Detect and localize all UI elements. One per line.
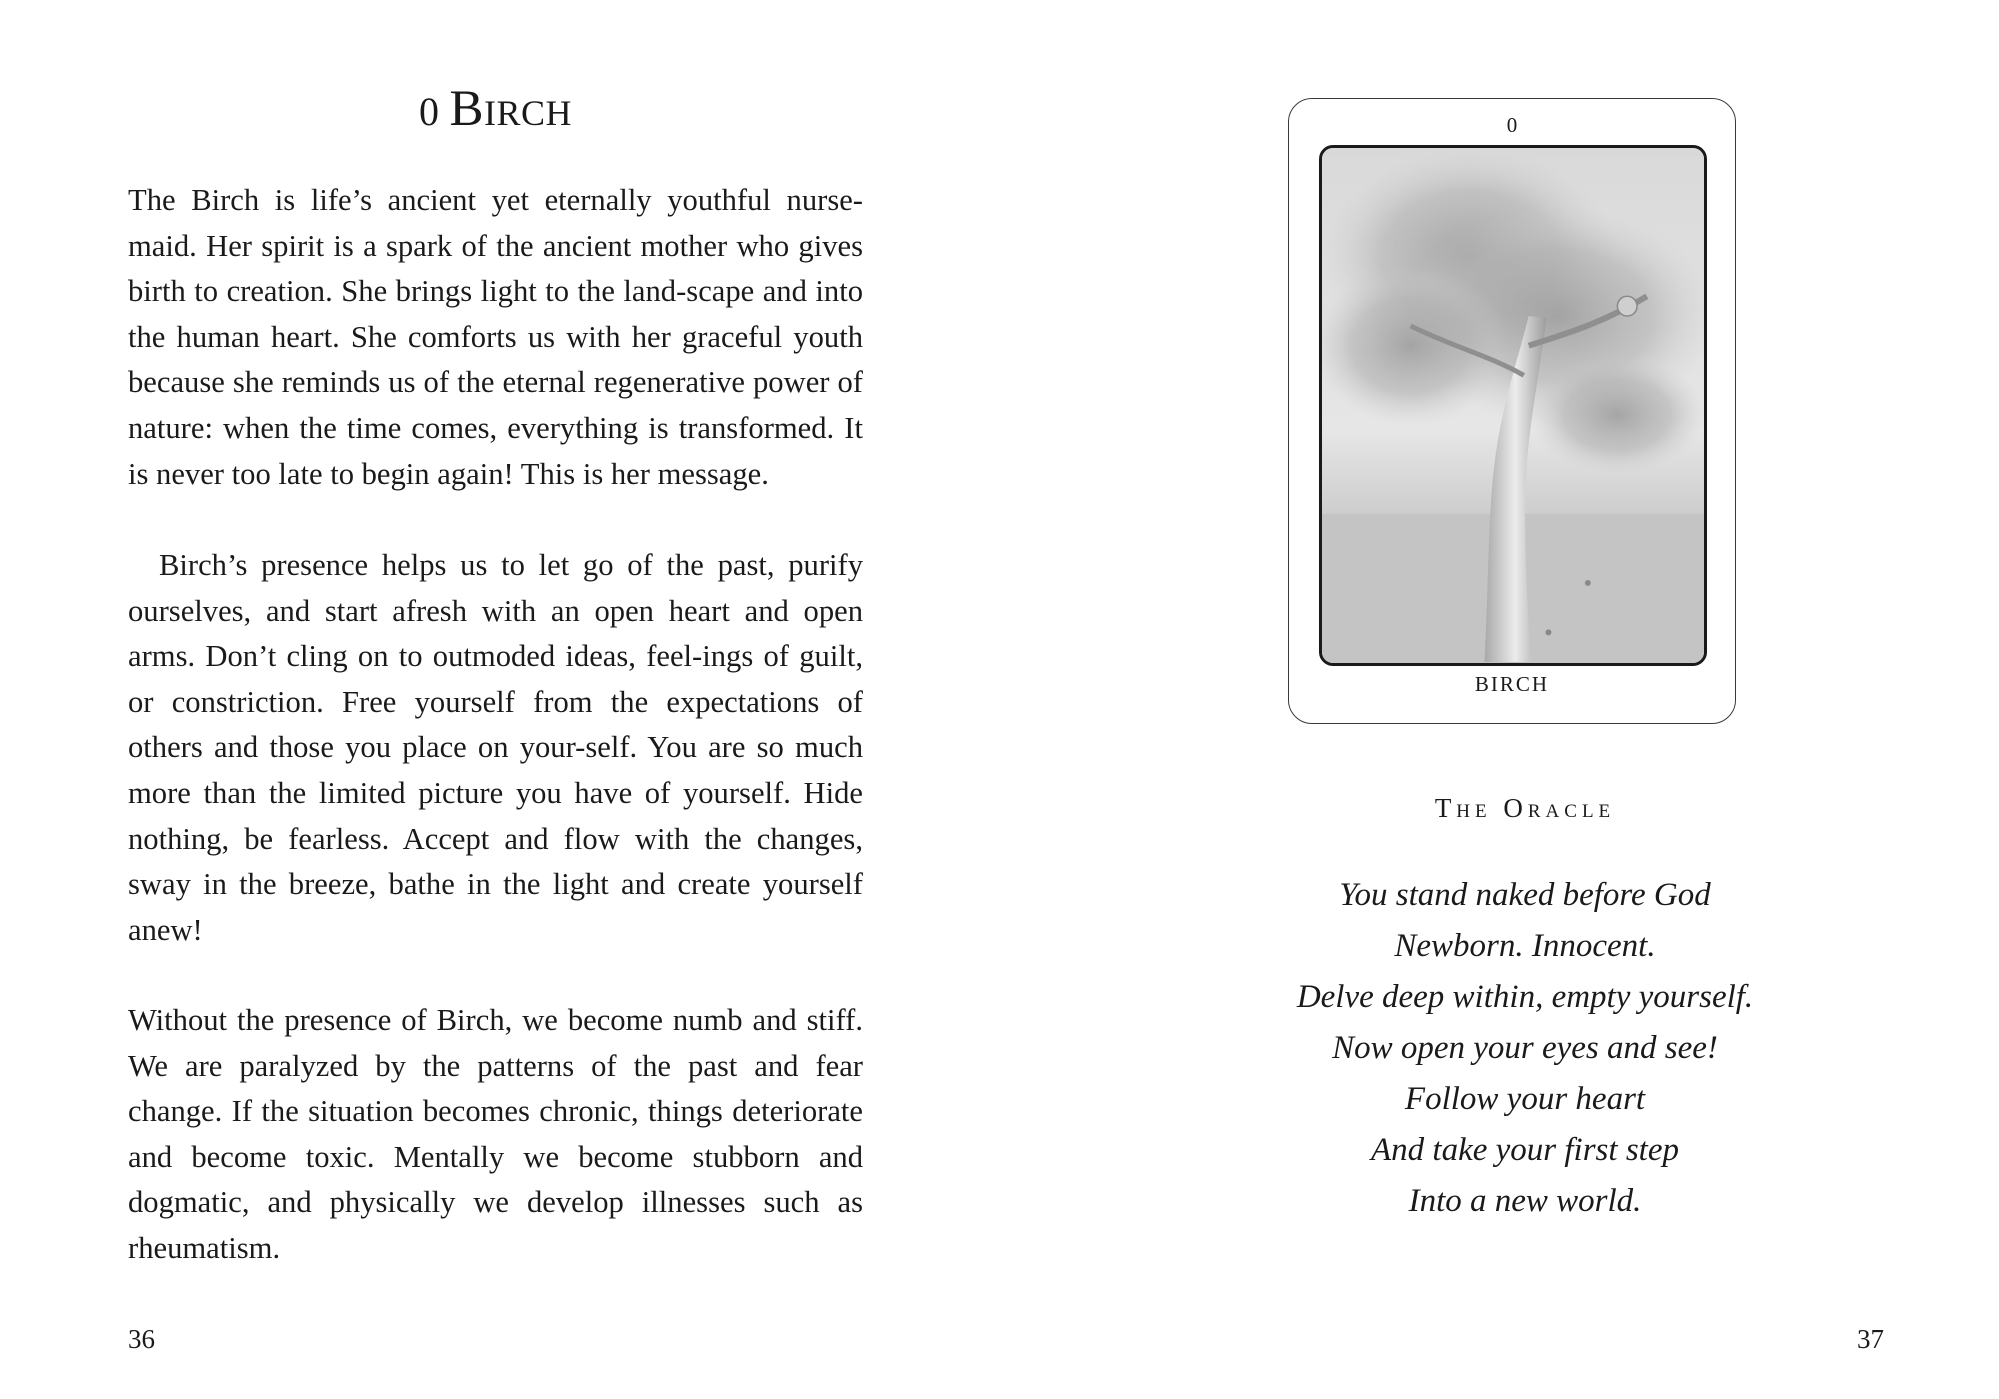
oracle-poem	[1200, 870, 1850, 1227]
page-number-right: 37	[1857, 1324, 1884, 1354]
card-label: BIRCH	[1474, 672, 1550, 696]
poem-line: You stand naked before God	[1339, 877, 1711, 913]
poem-line: Now open your eyes and see!	[1332, 1030, 1718, 1066]
poem-line: And take your first step	[1371, 1132, 1679, 1168]
title-number: 0	[418, 89, 440, 134]
oracle-heading: The Oracle	[1434, 793, 1616, 823]
poem-line: Into a new world.	[1408, 1183, 1642, 1219]
title-word: Birch	[449, 81, 573, 137]
paragraph-3: Without the presence of Birch, we become numb and stiff. We are paralyzed by the patterns of the past and fear change. If the situation becomes chronic, things deteriorate and become toxic. Mentally we become stubborn and dogmatic, and physically we develop illnesses such as rheumatism.	[128, 1003, 863, 1265]
poem-line: Follow your heart	[1404, 1081, 1646, 1117]
poem-line: Delve deep within, empty yourself.	[1296, 979, 1754, 1015]
oracle-card	[1288, 98, 1736, 724]
poem-line: Newborn. Innocent.	[1394, 928, 1656, 964]
card-number: 0	[1506, 113, 1518, 137]
birch-tree-illustration	[1319, 145, 1707, 666]
page-number-left: 36	[128, 1324, 155, 1354]
paragraph-1: The Birch is life’s ancient yet eternally youthful nurse-maid. Her spirit is a spark of the ancient mother who gives birth to creation. She brings light to the land-scape and into the human heart. She comforts us with her graceful youth because she reminds us of the eternal regenerative power of nature: when the time comes, everything is transformed. It is never too late to begin again! This is her message.	[128, 183, 863, 491]
tree-image	[1322, 148, 1704, 663]
page-title	[128, 81, 863, 137]
paragraph-2: Birch’s presence helps us to let go of the past, purify ourselves, and start afresh with an open heart and open arms. Don’t cling on to outmoded ideas, feel-ings of guilt, or constriction. Free yourself from the expectations of others and those you place on your-self. You are so much more than the limited picture you have of yourself. Hide nothing, be fearless. Accept and flow with the changes, sway in the breeze, bathe in the light and create yourself anew!	[128, 548, 863, 947]
